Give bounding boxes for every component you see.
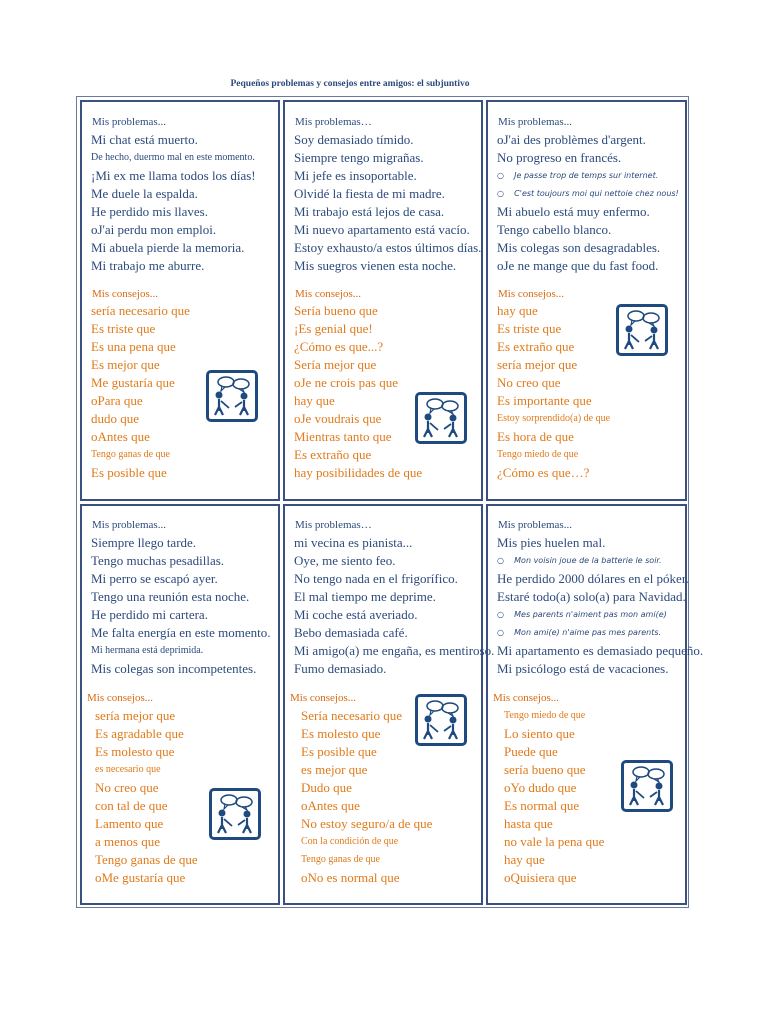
list-item: oAntes que — [301, 798, 360, 813]
list-item: Mi trabajo me aburre. — [91, 258, 205, 273]
list-item: no vale la pena que — [504, 834, 605, 849]
advice-label: Mis consejos... — [493, 692, 559, 704]
list-item: Mi psicólogo está de vacaciones. — [497, 661, 669, 676]
advice-list — [294, 302, 422, 482]
list-item: Es triste que — [497, 321, 562, 336]
list-item: No creo que — [95, 780, 159, 795]
list-item: No tengo nada en el frigorífico. — [294, 571, 458, 586]
list-item: Es molesto que — [301, 726, 381, 741]
list-item: Mis colegas son incompetentes. — [91, 661, 257, 676]
list-item: ○ Je passe trop de temps sur internet. — [497, 171, 659, 180]
list-item: No progreso en francés. — [497, 150, 622, 165]
list-item: Me falta energía en este momento. — [91, 625, 271, 640]
problems-list — [497, 534, 703, 678]
list-item: ○ Mon voisin joue de la batterie le soir. — [497, 556, 662, 565]
list-item: Es mejor que — [91, 357, 160, 372]
card-5 — [283, 504, 495, 905]
list-item: Mi chat está muerto. — [91, 132, 198, 147]
two-people-talking-icon — [206, 370, 258, 422]
list-item: He perdido mis llaves. — [91, 204, 208, 219]
card-4 — [80, 504, 280, 905]
advice-list — [301, 707, 432, 887]
list-item: con tal de que — [95, 798, 168, 813]
advice-label: Mis consejos... — [295, 288, 361, 300]
list-item: ¡Mi ex me llama todos los días! — [91, 168, 256, 183]
card-2 — [283, 100, 483, 501]
list-item: Sería mejor que — [294, 357, 377, 372]
card-6 — [486, 504, 704, 905]
list-item: Tengo muchas pesadillas. — [91, 553, 225, 568]
list-item: oJe voudrais que — [294, 411, 382, 426]
list-item: Mi abuela pierde la memoria. — [91, 240, 245, 255]
list-item: sería necesario que — [91, 303, 190, 318]
handwritten-note: Mes parents n'aiment pas mon ami(e) — [514, 610, 667, 619]
problems-label: Mis problemas... — [498, 116, 572, 128]
list-item: Es normal que — [504, 798, 580, 813]
list-item: a menos que — [95, 834, 160, 849]
list-item: oMe gustaría que — [95, 870, 186, 885]
handwritten-note: Mon voisin joue de la batterie le soir. — [514, 556, 662, 565]
list-item: Es posible que — [301, 744, 377, 759]
list-item: hay posibilidades de que — [294, 465, 423, 480]
list-item: ¿Cómo es que...? — [294, 339, 384, 354]
list-item: Es triste que — [91, 321, 156, 336]
problems-label: Mis problemas... — [498, 519, 572, 531]
list-item: Tengo miedo de que — [504, 710, 586, 721]
list-item: Mis colegas son desagradables. — [497, 240, 661, 255]
list-item: Con la condición de que — [301, 836, 399, 847]
list-item: Mi coche está averiado. — [294, 607, 418, 622]
list-item: Estaré todo(a) solo(a) para Navidad. — [497, 589, 686, 604]
list-item: dudo que — [91, 411, 140, 426]
problems-list — [91, 131, 256, 275]
advice-list — [91, 302, 190, 482]
list-item: Me duele la espalda. — [91, 186, 198, 201]
list-item: Lamento que — [95, 816, 164, 831]
handwritten-note: Mon ami(e) n'aime pas mes parents. — [514, 628, 662, 637]
list-item: hay que — [497, 303, 538, 318]
list-item: Tengo ganas de que — [91, 449, 170, 460]
list-item: Tengo una reunión esta noche. — [91, 589, 250, 604]
list-item: Es posible que — [91, 465, 167, 480]
advice-label: Mis consejos... — [290, 692, 356, 704]
list-item: Tengo cabello blanco. — [497, 222, 612, 237]
list-item: Bebo demasiada café. — [294, 625, 408, 640]
list-item: He perdido 2000 dólares en el póker. — [497, 571, 689, 586]
two-people-talking-icon — [616, 304, 668, 356]
list-item: Mi abuelo está muy enfermo. — [497, 204, 650, 219]
list-item: es necesario que — [95, 764, 161, 775]
list-item: No creo que — [497, 375, 561, 390]
list-item: oNo es normal que — [301, 870, 400, 885]
list-item: Mi jefe es insoportable. — [294, 168, 417, 183]
list-item: Me gustaría que — [91, 375, 175, 390]
list-item: oPara que — [91, 393, 143, 408]
page-title: Pequeños problemas y consejos entre amigos: el subjuntivo — [230, 79, 470, 89]
list-item: Es una pena que — [91, 339, 176, 354]
problems-list — [294, 534, 494, 678]
problems-label: Mis problemas… — [295, 116, 372, 128]
list-item: oQuisiera que — [504, 870, 577, 885]
list-item: ○ C'est toujours moi qui nettoie chez nous! — [497, 189, 679, 198]
list-item: Es hora de que — [497, 429, 574, 444]
two-people-talking-icon — [621, 760, 673, 812]
list-item: Mi perro se escapó ayer. — [91, 571, 218, 586]
list-item: oJ'ai perdu mon emploi. — [91, 222, 217, 237]
list-item: oJe ne crois pas que — [294, 375, 398, 390]
list-item: Es extraño que — [497, 339, 575, 354]
list-item: Tengo miedo de que — [497, 449, 579, 460]
list-item: No estoy seguro/a de que — [301, 816, 433, 831]
list-item: Es extraño que — [294, 447, 372, 462]
list-item: Olvidé la fiesta de mi madre. — [294, 186, 445, 201]
list-item: Es molesto que — [95, 744, 175, 759]
handwritten-note: C'est toujours moi qui nettoie chez nous! — [514, 189, 679, 198]
list-item: ¿Cómo es que…? — [497, 465, 590, 480]
problems-label: Mis problemas... — [92, 519, 166, 531]
list-item: sería bueno que — [504, 762, 586, 777]
list-item: Es agradable que — [95, 726, 184, 741]
list-item: Mis suegros vienen esta noche. — [294, 258, 457, 273]
list-item: ○ Mon ami(e) n'aime pas mes parents. — [497, 628, 662, 637]
problems-list — [497, 131, 679, 275]
problems-list — [294, 131, 481, 275]
list-item: Mi hermana está deprimida. — [91, 645, 204, 656]
list-item: Fumo demasiado. — [294, 661, 387, 676]
list-item: Lo siento que — [504, 726, 575, 741]
list-item: oAntes que — [91, 429, 150, 444]
card-1 — [80, 100, 280, 501]
list-item: Tengo ganas de que — [301, 854, 380, 865]
list-item: es mejor que — [301, 762, 368, 777]
list-item: Siempre tengo migrañas. — [294, 150, 424, 165]
problems-label: Mis problemas… — [295, 519, 372, 531]
two-people-talking-icon — [415, 694, 467, 746]
list-item: Tengo ganas de que — [95, 852, 198, 867]
list-item: oJe ne mange que du fast food. — [497, 258, 659, 273]
card-3 — [486, 100, 687, 501]
problems-list — [91, 534, 271, 678]
list-item: hay que — [294, 393, 335, 408]
list-item: oYo dudo que — [504, 780, 577, 795]
list-item: De hecho, duermo mal en este momento. — [91, 152, 255, 163]
list-item: El mal tiempo me deprime. — [294, 589, 436, 604]
list-item: Es importante que — [497, 393, 592, 408]
list-item: Oye, me siento feo. — [294, 553, 396, 568]
list-item: Estoy sorprendido(a) de que — [497, 413, 611, 424]
list-item: ¡Es genial que! — [294, 321, 373, 336]
list-item: Estoy exhausto/a estos últimos días. — [294, 240, 482, 255]
list-item: hay que — [504, 852, 545, 867]
advice-label: Mis consejos... — [92, 288, 158, 300]
list-item: Sería bueno que — [294, 303, 378, 318]
list-item: Sería necesario que — [301, 708, 403, 723]
two-people-talking-icon — [415, 392, 467, 444]
advice-list — [497, 302, 610, 482]
list-item: Mis pies huelen mal. — [497, 535, 606, 550]
two-people-talking-icon — [209, 788, 261, 840]
list-item: He perdido mi cartera. — [91, 607, 208, 622]
list-item: mi vecina es pianista... — [294, 535, 413, 550]
list-item: sería mejor que — [95, 708, 176, 723]
list-item: Mi trabajo está lejos de casa. — [294, 204, 445, 219]
list-item: hasta que — [504, 816, 553, 831]
list-item: Puede que — [504, 744, 558, 759]
list-item: ○ Mes parents n'aiment pas mon ami(e) — [497, 610, 667, 619]
list-item: Siempre llego tarde. — [91, 535, 197, 550]
advice-label: Mis consejos... — [87, 692, 153, 704]
handwritten-note: Je passe trop de temps sur internet. — [514, 171, 659, 180]
advice-label: Mis consejos... — [498, 288, 564, 300]
list-item: oJ'ai des problèmes d'argent. — [497, 132, 646, 147]
advice-list — [95, 707, 198, 887]
list-item: Mi nuevo apartamento está vacío. — [294, 222, 470, 237]
list-item: Soy demasiado tímido. — [294, 132, 414, 147]
list-item: Mi amigo(a) me engaña, es mentiroso. — [294, 643, 495, 658]
list-item: Dudo que — [301, 780, 352, 795]
problems-label: Mis problemas... — [92, 116, 166, 128]
list-item: Mi apartamento es demasiado pequeño. — [497, 643, 704, 658]
list-item: sería mejor que — [497, 357, 578, 372]
list-item: Mientras tanto que — [294, 429, 392, 444]
advice-list — [504, 707, 604, 887]
